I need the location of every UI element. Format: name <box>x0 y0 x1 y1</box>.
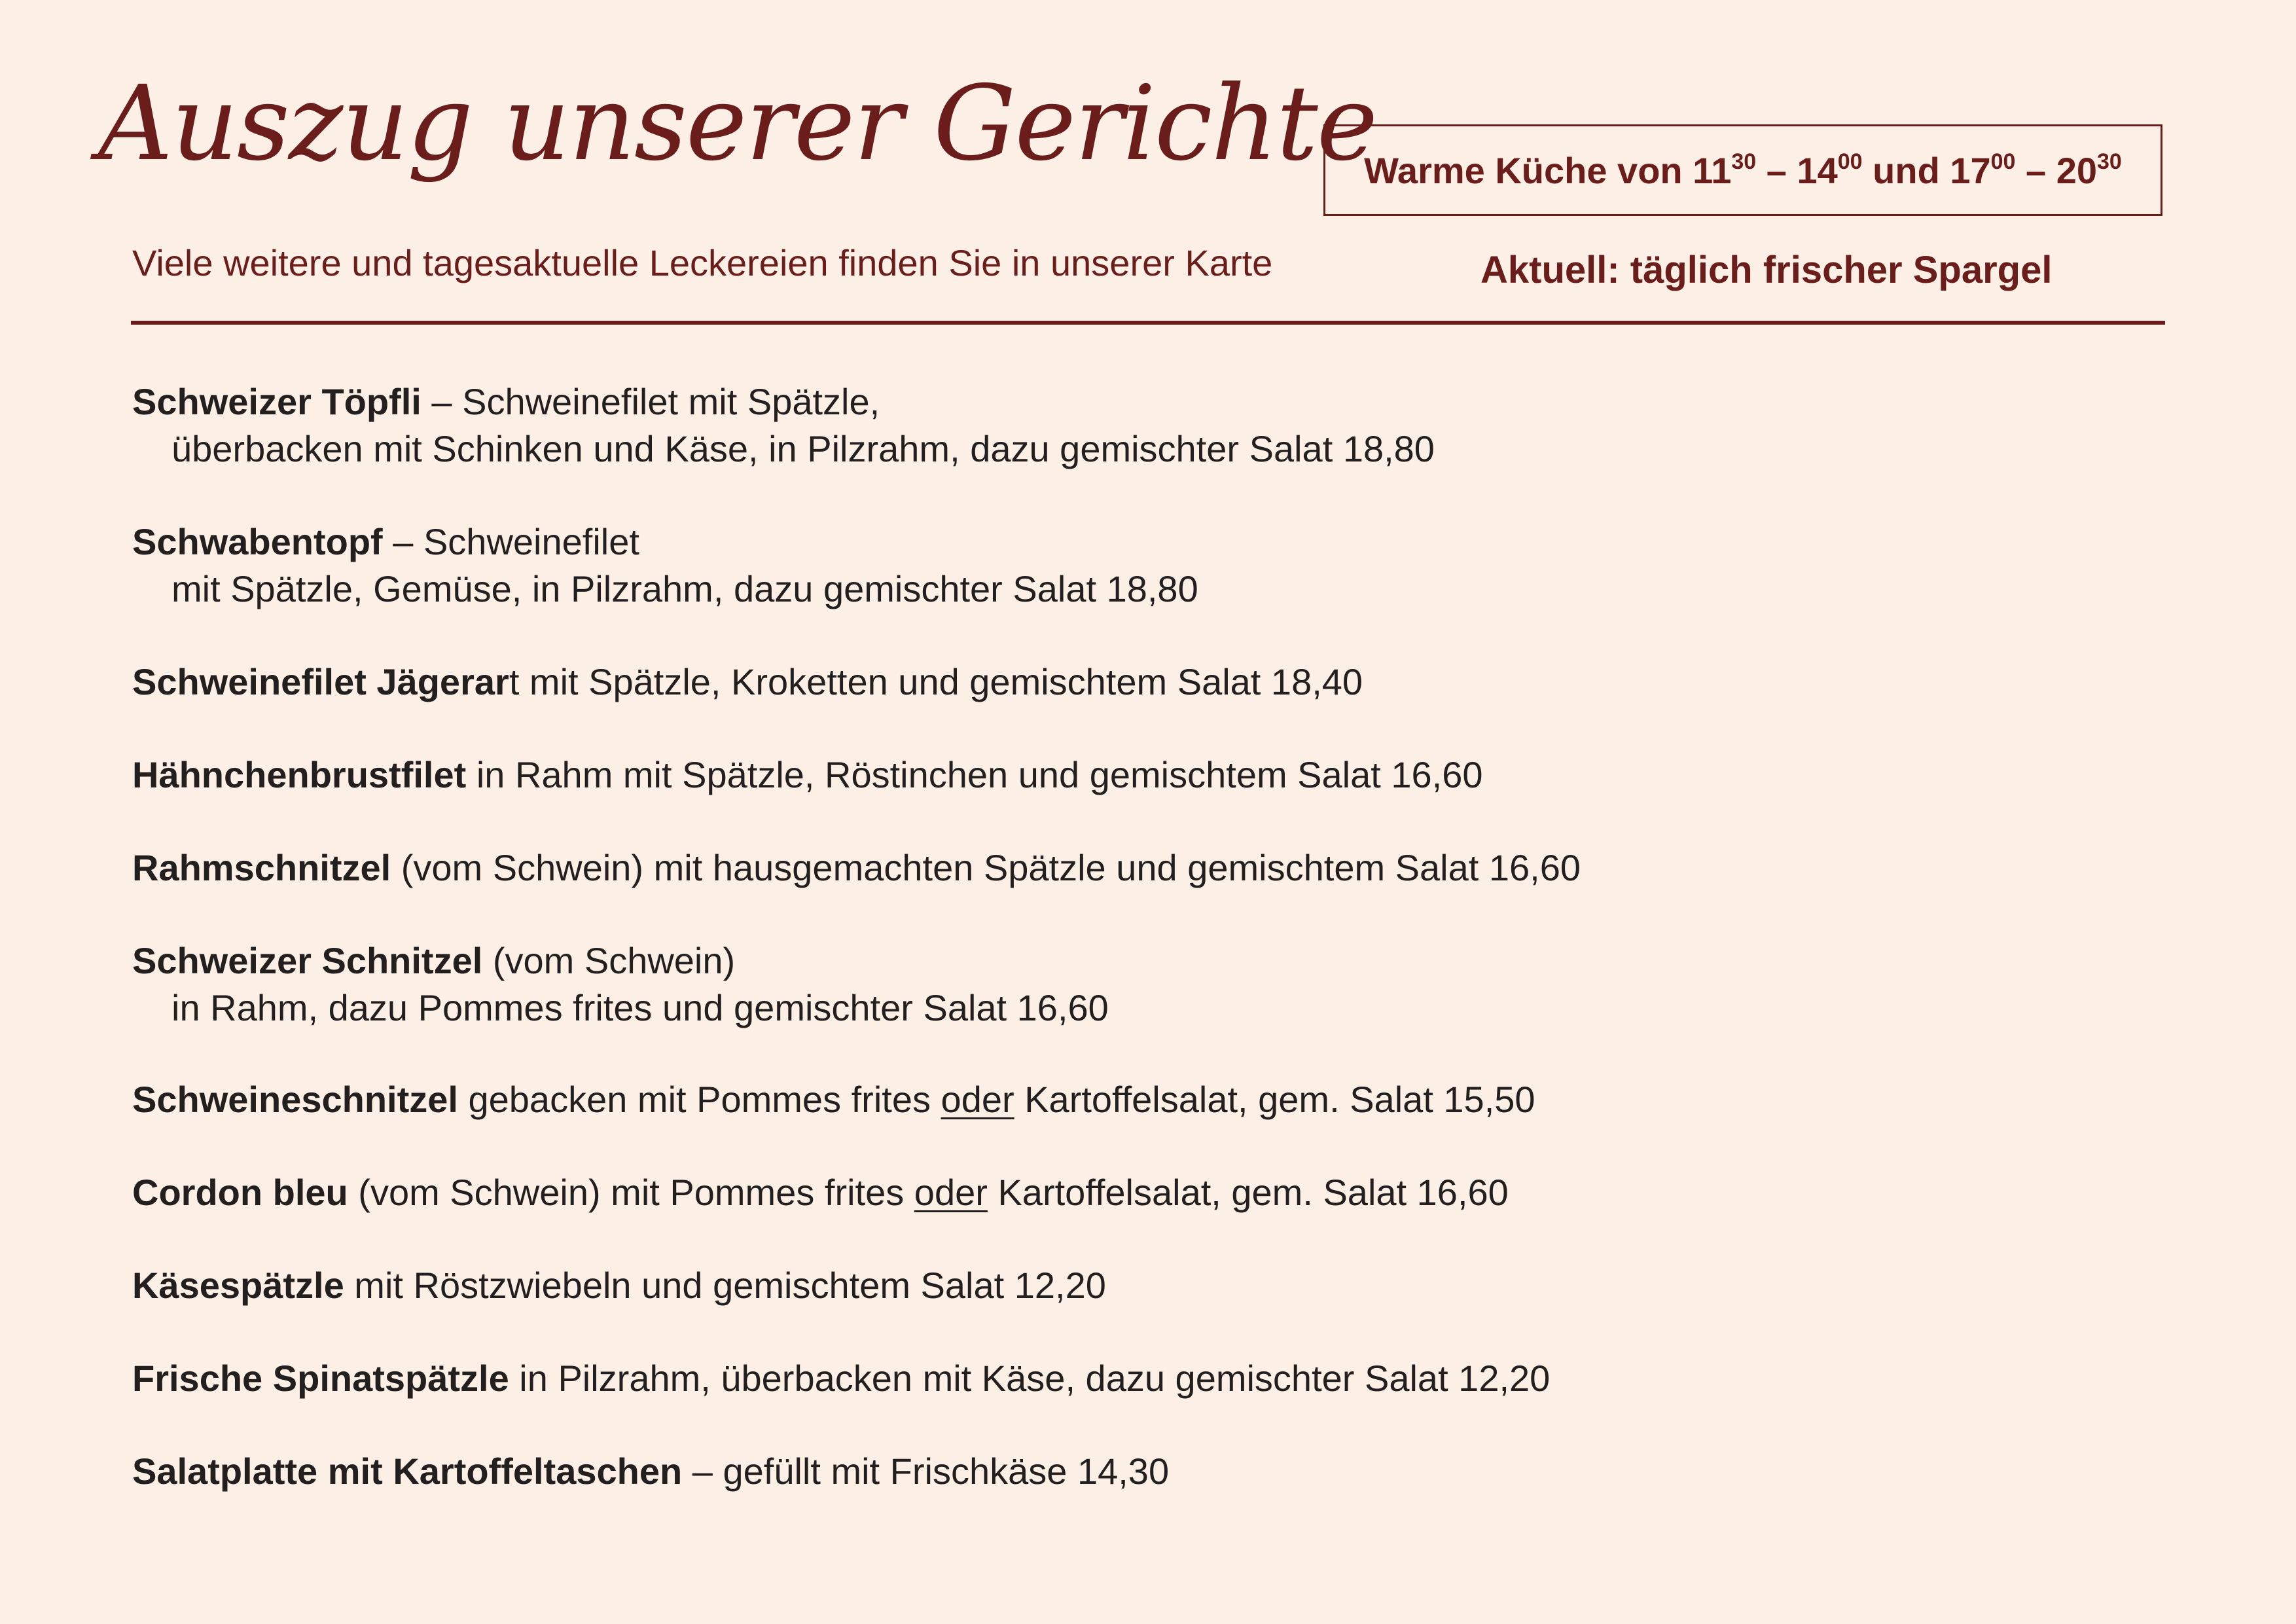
dish-salatplatte <box>132 1448 1169 1495</box>
dish-name: Käsespätzle <box>132 1265 344 1306</box>
current-special: Aktuell: täglich frischer Spargel <box>1480 249 2053 291</box>
dish-description-continued: mit Spätzle, Gemüse, in Pilzrahm, dazu gemischter Salat 18,80 <box>171 568 1198 609</box>
dish-description: – Schweinefilet <box>382 521 639 562</box>
dish-description: – Schweinefilet mit Spätzle, <box>421 381 880 422</box>
dish-description: (vom Schwein) mit hausgemachten Spätzle und gemischtem Salat 16,60 <box>391 847 1581 888</box>
dish-kaesespaetzle <box>132 1262 1106 1309</box>
page-title: Auszug unserer Gerichte <box>98 63 1377 184</box>
page-subtitle: Viele weitere und tagesaktuelle Leckereien finden Sie in unserer Karte <box>132 242 1273 283</box>
dish-spinatspaetzle <box>132 1355 1550 1402</box>
dish-description: in Pilzrahm, überbacken mit Käse, dazu gemischter Salat 12,20 <box>509 1358 1551 1399</box>
dish-name: Salatplatte mit Kartoffeltaschen <box>132 1451 683 1492</box>
dish-description: – gefüllt mit Frischkäse 14,30 <box>682 1451 1170 1492</box>
dish-schwabentopf <box>132 518 1198 613</box>
dish-description: (vom Schwein) mit Pommes frites <box>348 1172 914 1213</box>
dish-name: Schweinefilet Jägerar <box>132 661 509 702</box>
dish-description: t mit Spätzle, Kroketten und gemischtem Salat 18,40 <box>509 661 1363 702</box>
dish-cordon-bleu <box>132 1169 1509 1216</box>
dish-name: Schweizer Töpfli <box>132 381 422 422</box>
dish-description-end: Kartoffelsalat, gem. Salat 16,60 <box>987 1172 1509 1213</box>
dish-description: in Rahm mit Spätzle, Röstinchen und gemischtem Salat 16,60 <box>466 754 1483 795</box>
dish-name: Hähnchenbrustfilet <box>132 754 467 795</box>
dish-schweinefilet-jaegerart <box>132 659 1363 706</box>
dish-name: Schweizer Schnitzel <box>132 940 483 981</box>
underlined-oder: oder <box>914 1172 988 1213</box>
underlined-oder: oder <box>941 1079 1014 1120</box>
dish-rahmschnitzel <box>132 844 1581 892</box>
dish-name: Schweineschnitzel <box>132 1079 458 1120</box>
opening-hours: Warme Küche von $11^{30} - 14^{00}$ und $17^{00} - 20^{30}$ <box>1364 149 2122 191</box>
dish-description-continued: überbacken mit Schinken und Käse, in Pilzrahm, dazu gemischter Salat 18,80 <box>171 428 1435 469</box>
dish-name: Cordon bleu <box>132 1172 348 1213</box>
header-divider <box>131 321 2165 325</box>
dish-schweizer-toepfli <box>132 378 1435 473</box>
dish-description: gebacken mit Pommes frites <box>457 1079 941 1120</box>
dish-name: Frische Spinatspätzle <box>132 1358 509 1399</box>
dish-name: Schwabentopf <box>132 521 383 562</box>
dish-description: mit Röstzwiebeln und gemischtem Salat 12,20 <box>344 1265 1106 1306</box>
dish-schweineschnitzel <box>132 1076 1535 1123</box>
dish-schweizer-schnitzel <box>132 937 1109 1032</box>
dish-haehnchenbrustfilet <box>132 751 1483 799</box>
opening-hours-box <box>1323 124 2162 216</box>
dish-description: (vom Schwein) <box>482 940 736 981</box>
dish-name: Rahmschnitzel <box>132 847 391 888</box>
dish-description-end: Kartoffelsalat, gem. Salat 15,50 <box>1014 1079 1535 1120</box>
dish-description-continued: in Rahm, dazu Pommes frites und gemischter Salat 16,60 <box>171 987 1109 1028</box>
